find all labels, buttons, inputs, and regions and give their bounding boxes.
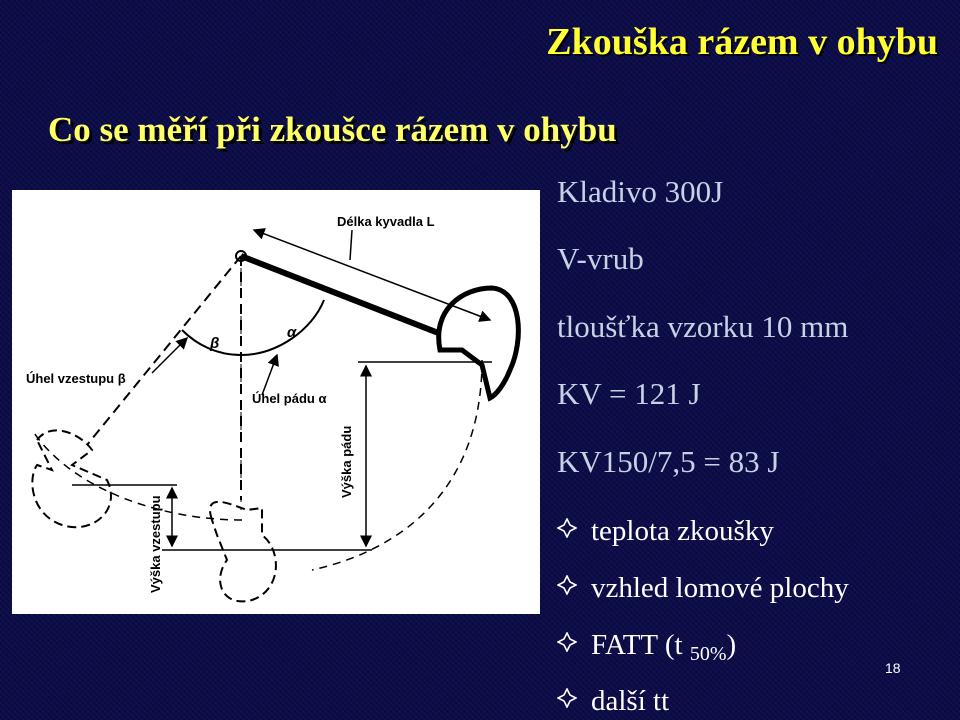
label-rise-height: Výška vzestupu: [148, 495, 163, 593]
bullet-text: vzhled lomové plochy: [591, 572, 849, 604]
swing-arc: [312, 360, 482, 570]
hammer-bottom: [210, 502, 276, 602]
length-leader: [350, 230, 352, 260]
fact-notch: V-vrub: [557, 241, 644, 276]
alpha-leader: [262, 355, 277, 395]
bullet-item: [557, 685, 669, 718]
diamond-bullet-icon: [557, 632, 577, 652]
swing-arc-rise: [32, 430, 242, 520]
fall-angle-arc: [241, 300, 324, 355]
page-number: 18: [885, 660, 901, 676]
fact-kv: KV = 121 J: [557, 376, 701, 411]
label-alpha: α: [287, 324, 297, 341]
pendulum-diagram: [12, 190, 540, 614]
fact-thickness: tloušťka vzorku 10 mm: [557, 309, 849, 344]
label-rise-angle: Úhel vzestupu β: [26, 371, 126, 386]
fact-hammer: Kladivo 300J: [557, 174, 724, 209]
bullet-item: [557, 515, 774, 548]
bullet-text: FATT (t: [591, 629, 683, 661]
bullet-text: teplota zkoušky: [591, 515, 774, 547]
bullet-subscript: 50%: [689, 643, 727, 665]
diamond-bullet-icon: [557, 518, 577, 538]
label-fall-height: Výška pádu: [339, 425, 354, 498]
slide-title: Zkouška rázem v ohybu: [546, 21, 938, 63]
bullet-item: [557, 572, 849, 605]
label-fall-angle: Úhel pádu α: [252, 391, 327, 406]
slide-subtitle: Co se měří při zkoušce rázem v ohybu: [48, 110, 617, 149]
pendulum-diagram-svg: [12, 190, 540, 614]
diamond-bullet-icon: [557, 575, 577, 595]
diamond-bullet-icon: [557, 688, 577, 708]
label-pendulum-length: Délka kyvadla L: [337, 214, 435, 229]
label-beta: β: [210, 335, 220, 352]
bullet-item: [557, 629, 736, 666]
bullet-text-after: ): [726, 629, 737, 661]
bullet-text: další tt: [591, 685, 670, 717]
fact-kv150: KV150/7,5 = 83 J: [557, 444, 780, 479]
